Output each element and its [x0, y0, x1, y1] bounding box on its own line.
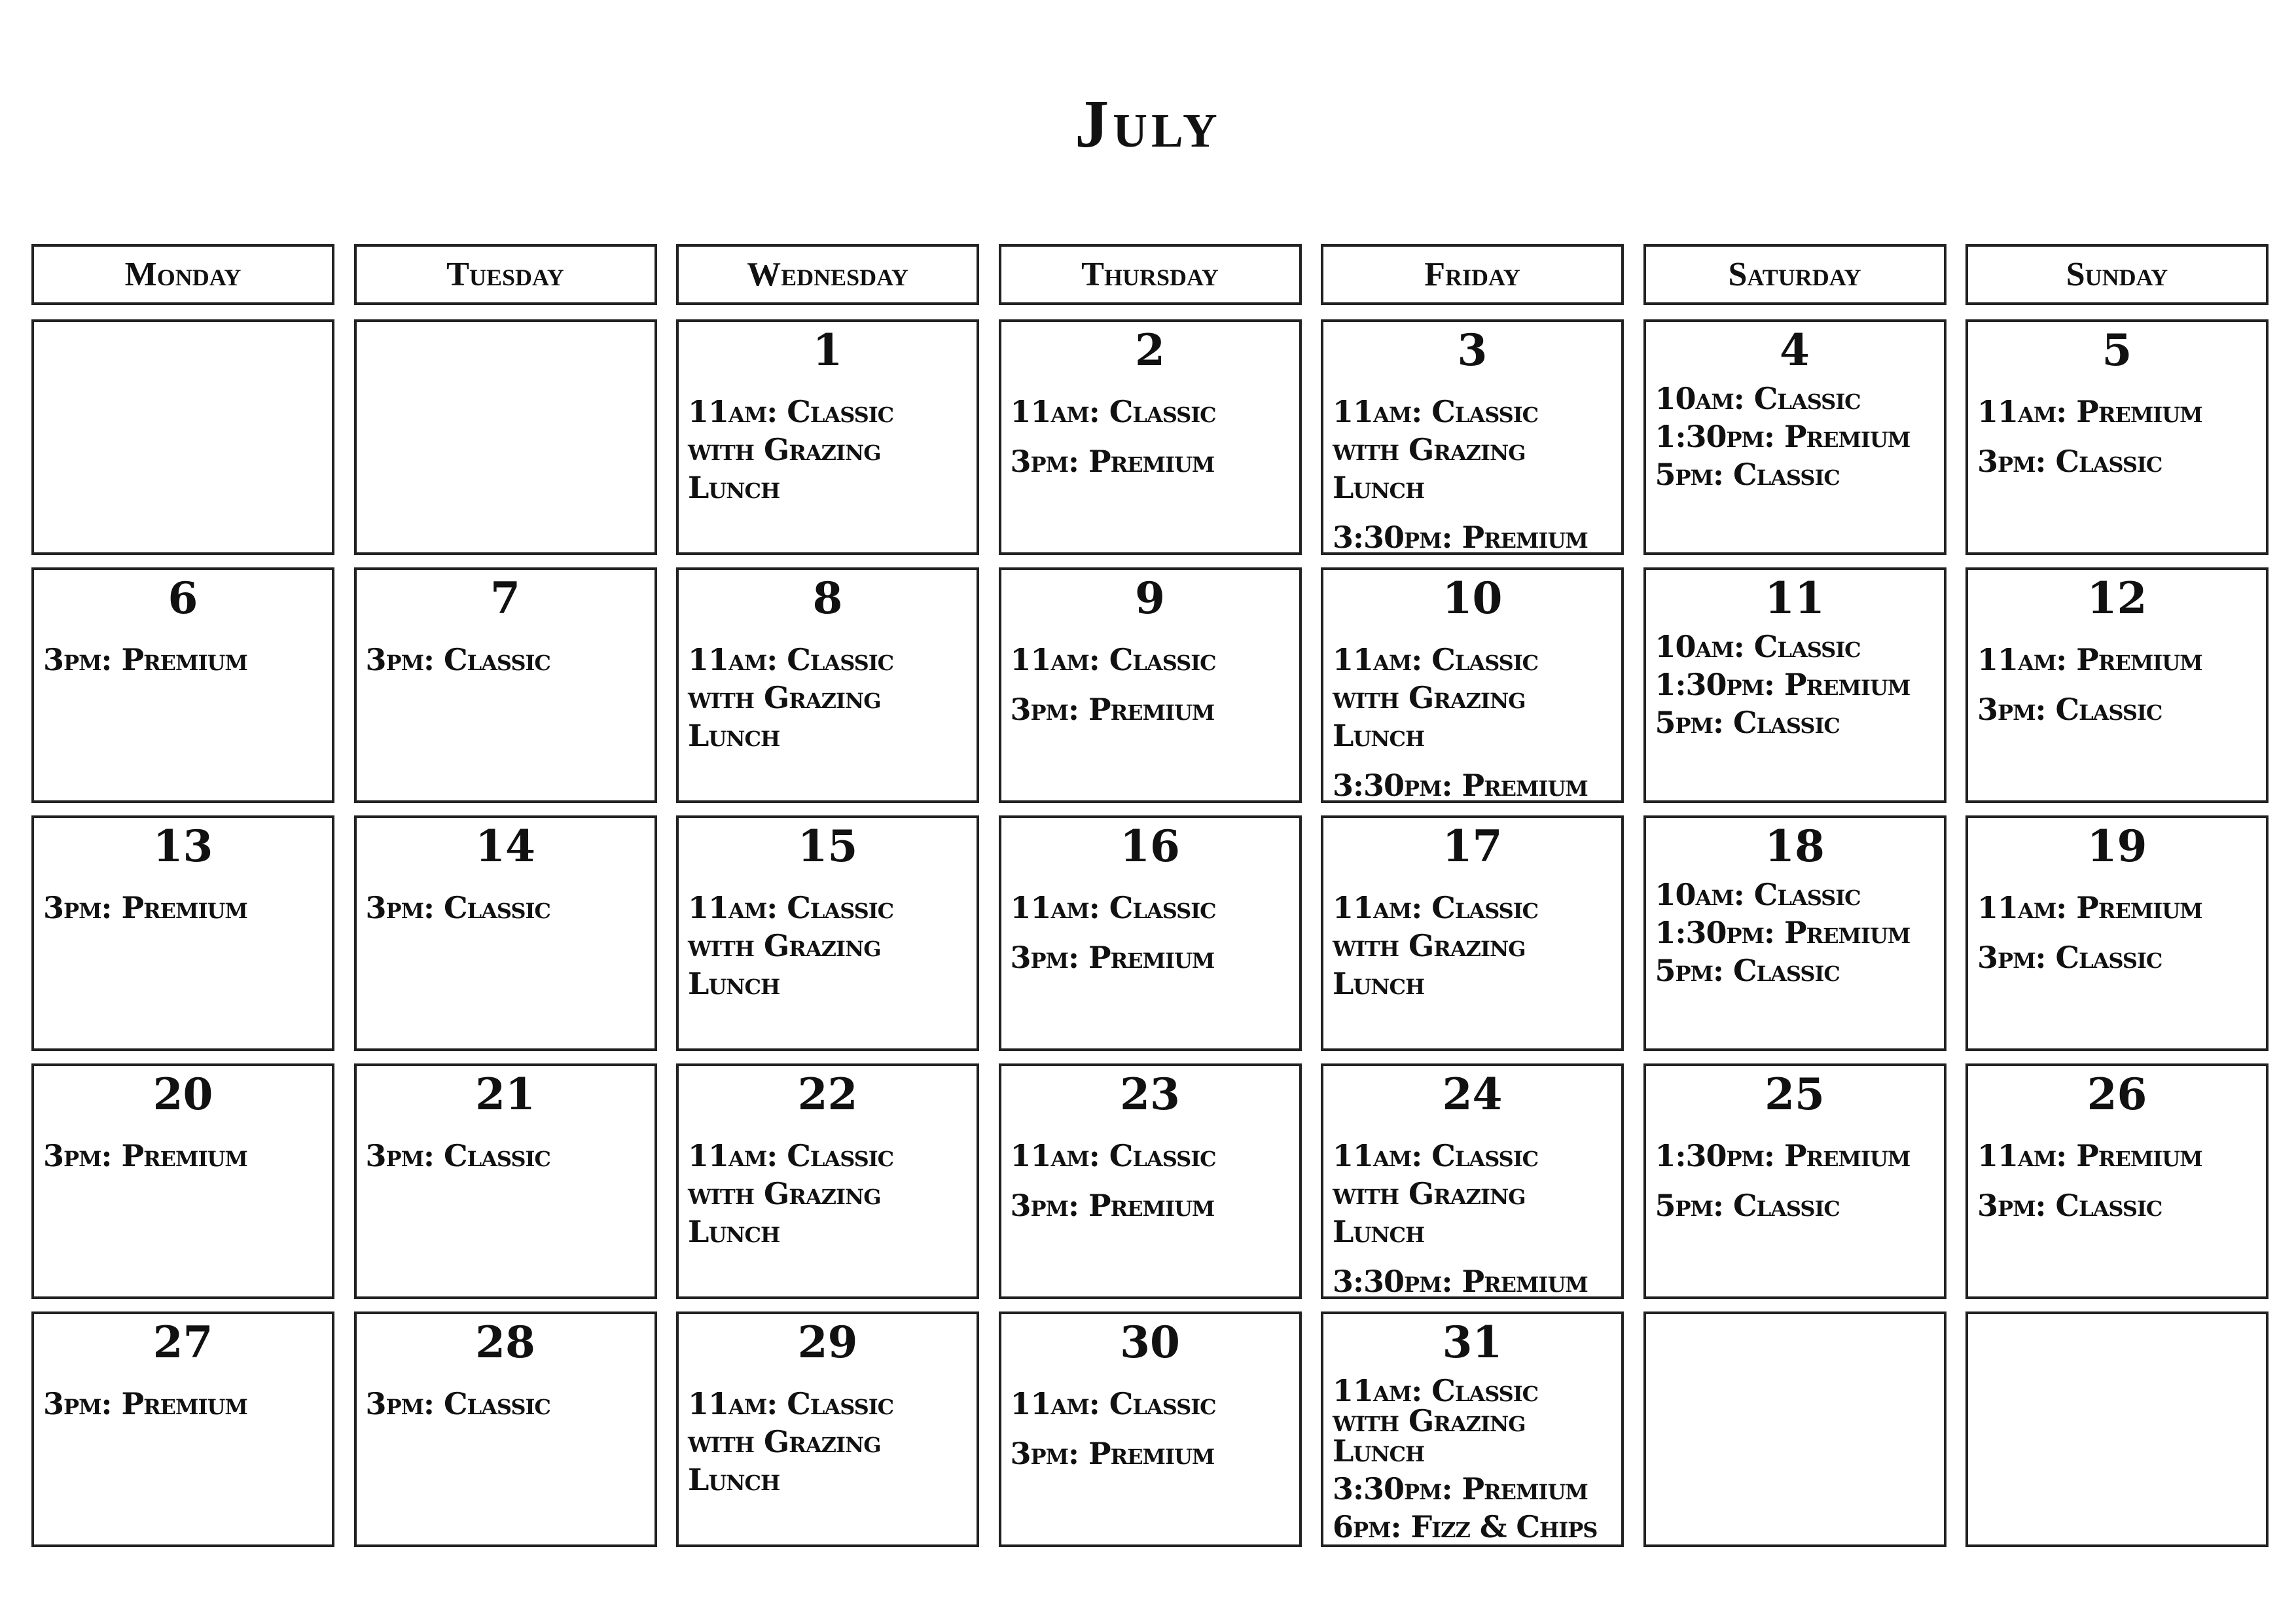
event-item: 3pm: Premium	[43, 890, 247, 925]
day-cell[interactable]	[31, 1311, 334, 1547]
day-number: 6	[168, 573, 198, 624]
day-number	[1977, 1321, 2257, 1366]
event-list	[366, 889, 645, 927]
day-cell[interactable]	[1965, 567, 2269, 803]
event-item: 11am: Classic with Grazing Lunch	[688, 1138, 894, 1249]
weekday-header-tuesday: Tuesday	[354, 244, 657, 305]
event-list	[366, 1385, 645, 1423]
event-item: 11am: Classic with Grazing Lunch	[1333, 1373, 1539, 1469]
event-item: 11am: Classic with Grazing Lunch	[688, 890, 894, 1001]
event-item: 1:30pm: Premium	[1655, 667, 1910, 702]
event-item: 11am: Premium	[1977, 642, 2202, 677]
empty-day-cell	[1965, 1311, 2269, 1547]
day-cell[interactable]	[354, 815, 657, 1051]
event-item: 3pm: Classic	[1977, 692, 2162, 727]
event-item: 10am: Classic	[1655, 629, 1861, 664]
day-number: 27	[152, 1317, 213, 1368]
day-number: 14	[475, 821, 535, 872]
day-number: 3	[1457, 325, 1488, 376]
week-row	[31, 815, 2265, 1051]
event-item: 6pm: Fizz & Chips	[1333, 1509, 1598, 1544]
event-item: 11am: Classic with Grazing Lunch	[688, 1386, 894, 1497]
event-list	[1977, 889, 2257, 976]
day-number: 8	[812, 573, 843, 624]
event-item: 5pm: Classic	[1655, 457, 1840, 492]
day-number	[366, 329, 645, 374]
event-item: 3pm: Premium	[43, 642, 247, 677]
event-item: 11am: Classic with Grazing Lunch	[688, 642, 894, 753]
event-item: 11am: Classic	[1010, 642, 1216, 677]
event-list	[366, 641, 645, 679]
day-cell[interactable]	[1321, 319, 1624, 555]
event-list	[1655, 1137, 1935, 1224]
day-cell[interactable]	[1965, 815, 2269, 1051]
event-list	[1011, 1137, 1290, 1224]
event-list	[688, 641, 967, 755]
day-number: 17	[1442, 821, 1503, 872]
event-list	[1333, 1137, 1612, 1300]
day-cell[interactable]	[999, 319, 1302, 555]
empty-day-cell	[1643, 1311, 1946, 1547]
day-cell[interactable]	[999, 1311, 1302, 1547]
day-cell[interactable]	[1965, 1063, 2269, 1299]
weekday-header-sunday: Sunday	[1965, 244, 2269, 305]
day-cell[interactable]	[999, 567, 1302, 803]
day-number: 24	[1442, 1069, 1503, 1120]
day-cell[interactable]	[676, 815, 979, 1051]
day-number: 23	[1120, 1069, 1180, 1120]
event-item: 3pm: Classic	[1977, 940, 2162, 975]
event-list	[43, 1385, 323, 1423]
event-item: 3pm: Classic	[365, 1138, 550, 1173]
week-row	[31, 1063, 2265, 1299]
day-number: 18	[1765, 821, 1825, 872]
event-item: 3pm: Classic	[1977, 1188, 2162, 1223]
day-cell[interactable]	[31, 815, 334, 1051]
event-list	[1655, 877, 1935, 988]
day-number	[43, 329, 323, 374]
event-item: 3pm: Premium	[1010, 692, 1215, 727]
day-cell[interactable]	[999, 815, 1302, 1051]
day-number: 16	[1120, 821, 1180, 872]
event-item: 3pm: Classic	[365, 890, 550, 925]
event-item: 3:30pm: Premium	[1333, 1264, 1588, 1299]
event-list	[688, 393, 967, 507]
empty-day-cell	[354, 319, 657, 555]
event-item: 3pm: Premium	[1010, 1188, 1215, 1223]
day-number: 26	[2087, 1069, 2147, 1120]
day-number: 5	[2102, 325, 2132, 376]
day-number: 7	[490, 573, 520, 624]
event-item: 3pm: Classic	[365, 642, 550, 677]
day-cell[interactable]	[1643, 1063, 1946, 1299]
event-list	[1977, 1137, 2257, 1224]
week-row	[31, 1311, 2265, 1547]
event-item: 1:30pm: Premium	[1655, 419, 1910, 454]
event-list	[688, 1137, 967, 1251]
day-cell[interactable]	[1643, 815, 1946, 1051]
day-number: 29	[797, 1317, 858, 1368]
event-item: 11am: Classic with Grazing Lunch	[688, 394, 894, 505]
event-list	[1977, 641, 2257, 728]
event-item: 11am: Classic with Grazing Lunch	[1333, 394, 1539, 505]
event-list	[43, 641, 323, 679]
event-item: 11am: Premium	[1977, 1138, 2202, 1173]
weekday-header-wednesday: Wednesday	[676, 244, 979, 305]
event-list	[1011, 1385, 1290, 1472]
event-list	[1011, 641, 1290, 728]
week-row	[31, 567, 2265, 803]
event-list	[1333, 889, 1612, 1003]
event-item: 11am: Classic with Grazing Lunch	[1333, 1138, 1539, 1249]
event-item: 10am: Classic	[1655, 381, 1861, 416]
weekday-header-thursday: Thursday	[999, 244, 1302, 305]
event-list	[1011, 393, 1290, 480]
event-item: 11am: Classic with Grazing Lunch	[1333, 642, 1539, 753]
day-cell[interactable]	[676, 1311, 979, 1547]
day-number: 20	[152, 1069, 213, 1120]
day-number: 31	[1442, 1317, 1503, 1368]
day-cell[interactable]	[1643, 567, 1946, 803]
day-cell[interactable]	[1321, 1311, 1624, 1547]
weekday-header-monday: Monday	[31, 244, 334, 305]
day-cell[interactable]	[676, 319, 979, 555]
event-item: 3:30pm: Premium	[1333, 1471, 1588, 1507]
event-item: 11am: Classic	[1010, 1138, 1216, 1173]
day-number: 22	[797, 1069, 858, 1120]
event-item: 10am: Classic	[1655, 877, 1861, 912]
weekday-header-row	[31, 244, 2265, 305]
event-item: 11am: Premium	[1977, 394, 2202, 429]
day-number: 10	[1442, 573, 1503, 624]
event-item: 11am: Classic	[1010, 394, 1216, 429]
event-item: 5pm: Classic	[1655, 953, 1840, 988]
day-number: 11	[1765, 573, 1825, 624]
day-cell[interactable]	[676, 567, 979, 803]
event-list	[43, 889, 323, 927]
day-number: 21	[475, 1069, 535, 1120]
week-row	[31, 319, 2265, 555]
event-list	[366, 1137, 645, 1175]
event-list	[688, 889, 967, 1003]
event-item: 11am: Classic	[1010, 890, 1216, 925]
day-cell[interactable]	[31, 567, 334, 803]
empty-day-cell	[31, 319, 334, 555]
day-cell[interactable]	[1321, 1063, 1624, 1299]
day-cell[interactable]	[1321, 815, 1624, 1051]
day-number: 19	[2087, 821, 2147, 872]
event-item: 3pm: Classic	[365, 1386, 550, 1421]
event-list	[43, 1137, 323, 1175]
calendar-title: July	[1075, 86, 1221, 162]
event-list	[1333, 641, 1612, 804]
day-number	[1655, 1321, 1935, 1366]
event-list	[688, 1385, 967, 1499]
event-item: 1:30pm: Premium	[1655, 915, 1910, 950]
day-number: 25	[1765, 1069, 1825, 1120]
event-list	[1977, 393, 2257, 480]
day-cell[interactable]	[31, 1063, 334, 1299]
day-number: 1	[812, 325, 843, 376]
day-number: 9	[1135, 573, 1165, 624]
event-item: 3pm: Classic	[1977, 444, 2162, 479]
day-number: 28	[475, 1317, 535, 1368]
event-item: 5pm: Classic	[1655, 1188, 1840, 1223]
event-item: 3pm: Premium	[43, 1138, 247, 1173]
day-cell[interactable]	[354, 567, 657, 803]
event-item: 3pm: Premium	[1010, 1436, 1215, 1471]
event-item: 5pm: Classic	[1655, 705, 1840, 740]
event-list	[1655, 383, 1935, 490]
event-item: 11am: Classic	[1010, 1386, 1216, 1421]
event-list	[1655, 629, 1935, 740]
day-cell[interactable]	[1643, 319, 1946, 555]
day-number: 2	[1135, 325, 1165, 376]
day-number: 12	[2087, 573, 2147, 624]
day-number: 13	[152, 821, 213, 872]
event-item: 3:30pm: Premium	[1333, 768, 1588, 803]
day-number: 30	[1120, 1317, 1180, 1368]
day-cell[interactable]	[1321, 567, 1624, 803]
event-item: 1:30pm: Premium	[1655, 1138, 1910, 1173]
event-item: 3pm: Premium	[1010, 940, 1215, 975]
event-list	[1333, 393, 1612, 556]
day-cell[interactable]	[1965, 319, 2269, 555]
event-item: 3pm: Premium	[1010, 444, 1215, 479]
event-list	[1333, 1373, 1612, 1544]
day-cell[interactable]	[676, 1063, 979, 1299]
weekday-header-saturday: Saturday	[1643, 244, 1946, 305]
day-number: 15	[797, 821, 858, 872]
event-item: 11am: Classic with Grazing Lunch	[1333, 890, 1539, 1001]
event-item: 3pm: Premium	[43, 1386, 247, 1421]
event-item: 3:30pm: Premium	[1333, 520, 1588, 555]
day-cell[interactable]	[354, 1311, 657, 1547]
weekday-header-friday: Friday	[1321, 244, 1624, 305]
event-item: 11am: Premium	[1977, 890, 2202, 925]
day-cell[interactable]	[354, 1063, 657, 1299]
day-number: 4	[1780, 325, 1810, 376]
day-cell[interactable]	[999, 1063, 1302, 1299]
event-list	[1011, 889, 1290, 976]
